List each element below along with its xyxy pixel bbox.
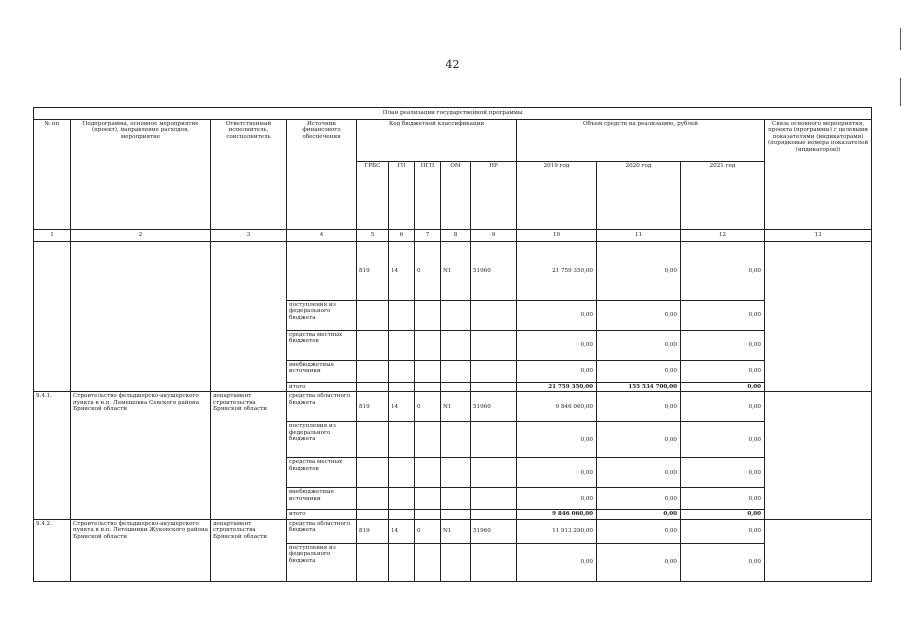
cell-2020: 0,00 <box>597 361 681 383</box>
cell-pgp <box>415 331 441 361</box>
cell-om <box>441 361 471 383</box>
cell-2021: 0,00 <box>681 458 765 488</box>
table-row <box>34 519 872 543</box>
column-number: 12 <box>681 230 765 242</box>
cell-grbs <box>357 383 389 392</box>
header-2021: 2021 год <box>681 162 765 230</box>
column-number: 13 <box>765 230 872 242</box>
cell-source: итого <box>287 383 357 392</box>
cell-link <box>765 242 872 392</box>
cell-2019: 21 759 350,00 <box>517 242 597 301</box>
cell-grbs <box>357 510 389 519</box>
column-number: 3 <box>211 230 287 242</box>
cell-2019: 0,00 <box>517 543 597 581</box>
cell-grbs <box>357 331 389 361</box>
cell-grbs: 819 <box>357 392 389 422</box>
cell-pgp <box>415 301 441 331</box>
cell-pgp <box>415 458 441 488</box>
cell-grbs <box>357 301 389 331</box>
cell-np <box>471 488 517 510</box>
cell-source: средства местных бюджетов <box>287 331 357 361</box>
cell-gp <box>389 543 415 581</box>
cell-gp <box>389 422 415 458</box>
cell-np <box>471 458 517 488</box>
cell-2021: 0,00 <box>681 543 765 581</box>
cell-source: поступления из федерального бюджета <box>287 301 357 331</box>
cell-2020: 0,00 <box>597 242 681 301</box>
scan-mark <box>900 28 901 50</box>
cell-grbs <box>357 361 389 383</box>
cell-np: 51960 <box>471 392 517 422</box>
column-number: 4 <box>287 230 357 242</box>
cell-executor <box>211 242 287 392</box>
cell-gp: 14 <box>389 392 415 422</box>
cell-np: 51960 <box>471 242 517 301</box>
header-link: Связь основного мероприятия, проекта (программы) с целевыми показателями (индикаторами) (порядковые номера показателей (индикаторов)) <box>765 120 872 230</box>
header-volume: Объем средств на реализацию, рублей <box>517 120 765 162</box>
column-number: 6 <box>389 230 415 242</box>
cell-num: 9.4.1. <box>34 392 71 519</box>
cell-2019: 0,00 <box>517 331 597 361</box>
cell-np <box>471 361 517 383</box>
cell-gp <box>389 488 415 510</box>
cell-2020: 0,00 <box>597 543 681 581</box>
cell-2020: 0,00 <box>597 392 681 422</box>
table-row <box>34 392 872 422</box>
cell-2020: 0,00 <box>597 519 681 543</box>
header-2020: 2020 год <box>597 162 681 230</box>
cell-2020: 0,00 <box>597 510 681 519</box>
cell-source: внебюджетные источники <box>287 488 357 510</box>
table-title-row <box>34 108 872 120</box>
header-om: ОМ <box>441 162 471 230</box>
cell-2019: 0,00 <box>517 458 597 488</box>
cell-om <box>441 488 471 510</box>
cell-grbs <box>357 422 389 458</box>
header-gp: ГП <box>389 162 415 230</box>
cell-pgp <box>415 361 441 383</box>
cell-gp <box>389 458 415 488</box>
cell-2021: 0,00 <box>681 392 765 422</box>
header-pgp: ПГП <box>415 162 441 230</box>
table-row <box>34 242 872 301</box>
cell-om <box>441 383 471 392</box>
cell-source <box>287 242 357 301</box>
column-number: 11 <box>597 230 681 242</box>
cell-2019: 0,00 <box>517 361 597 383</box>
cell-2019: 0,00 <box>517 422 597 458</box>
cell-grbs: 819 <box>357 519 389 543</box>
cell-2019: 21 759 350,00 <box>517 383 597 392</box>
cell-2021: 0,00 <box>681 488 765 510</box>
header-2019: 2019 год <box>517 162 597 230</box>
cell-2019: 9 846 060,00 <box>517 392 597 422</box>
header-executor: Ответственный исполнитель, соисполнитель <box>211 120 287 230</box>
cell-pgp: 0 <box>415 242 441 301</box>
cell-2021: 0,00 <box>681 242 765 301</box>
cell-2020: 0,00 <box>597 422 681 458</box>
cell-np <box>471 331 517 361</box>
cell-om <box>441 301 471 331</box>
cell-source: средства областного бюджета <box>287 519 357 543</box>
column-number: 1 <box>34 230 71 242</box>
column-number: 9 <box>471 230 517 242</box>
cell-gp <box>389 361 415 383</box>
column-number: 10 <box>517 230 597 242</box>
header-source: Источник финансового обеспечения <box>287 120 357 230</box>
cell-2021: 0,00 <box>681 510 765 519</box>
cell-om <box>441 422 471 458</box>
cell-pgp <box>415 510 441 519</box>
header-row <box>34 120 872 162</box>
cell-om: N1 <box>441 392 471 422</box>
column-number: 2 <box>71 230 211 242</box>
cell-gp: 14 <box>389 242 415 301</box>
cell-source: внебюджетные источники <box>287 361 357 383</box>
cell-grbs <box>357 488 389 510</box>
cell-num: 9.4.2. <box>34 519 71 581</box>
cell-grbs <box>357 458 389 488</box>
cell-np <box>471 383 517 392</box>
cell-2020: 0,00 <box>597 301 681 331</box>
page-number: 42 <box>445 58 460 71</box>
cell-pgp: 0 <box>415 519 441 543</box>
cell-pgp: 0 <box>415 392 441 422</box>
cell-grbs <box>357 543 389 581</box>
cell-source: средства областного бюджета <box>287 392 357 422</box>
cell-pgp <box>415 543 441 581</box>
cell-grbs: 819 <box>357 242 389 301</box>
cell-link <box>765 392 872 519</box>
column-number: 7 <box>415 230 441 242</box>
cell-np <box>471 543 517 581</box>
cell-np <box>471 301 517 331</box>
cell-om <box>441 331 471 361</box>
cell-2019: 11 913 290,00 <box>517 519 597 543</box>
cell-source: средства местных бюджетов <box>287 458 357 488</box>
column-number: 5 <box>357 230 389 242</box>
cell-2020: 0,00 <box>597 458 681 488</box>
header-grbs: ГРБС <box>357 162 389 230</box>
cell-gp: 14 <box>389 519 415 543</box>
cell-pgp <box>415 383 441 392</box>
cell-executor: департамент строительства Брянской области <box>211 519 287 581</box>
cell-np <box>471 422 517 458</box>
column-number-row <box>34 230 872 242</box>
cell-2021: 0,00 <box>681 422 765 458</box>
cell-om: N1 <box>441 242 471 301</box>
cell-2021: 0,00 <box>681 519 765 543</box>
cell-np <box>471 510 517 519</box>
cell-subprogram: Строительство фельдшерско-акушерского пункта в н.п. Летошники Жуковского района Брянской области <box>71 519 211 581</box>
header-np: НР <box>471 162 517 230</box>
cell-num <box>34 242 71 392</box>
column-number: 8 <box>441 230 471 242</box>
header-subprogram: Подпрограмма, основное мероприятие (проект), направление расходов, мероприятие <box>71 120 211 230</box>
cell-np: 51960 <box>471 519 517 543</box>
cell-gp <box>389 301 415 331</box>
cell-2020: 0,00 <box>597 331 681 361</box>
cell-2021: 0,00 <box>681 361 765 383</box>
cell-2021: 0,00 <box>681 331 765 361</box>
cell-subprogram: Строительство фельдшерско-акушерского пункта в н.п. Лемешовка Севского района Брянской области <box>71 392 211 519</box>
cell-2019: 9 846 060,00 <box>517 510 597 519</box>
cell-source: поступления из федерального бюджета <box>287 422 357 458</box>
cell-link <box>765 519 872 581</box>
cell-subprogram <box>71 242 211 392</box>
cell-2021: 0,00 <box>681 383 765 392</box>
cell-source: итого <box>287 510 357 519</box>
program-plan-table <box>33 107 872 582</box>
cell-om: N1 <box>441 519 471 543</box>
cell-executor: департамент строительства Брянской области <box>211 392 287 519</box>
cell-gp <box>389 383 415 392</box>
cell-om <box>441 510 471 519</box>
header-num: № пп <box>34 120 71 230</box>
cell-gp <box>389 331 415 361</box>
cell-pgp <box>415 422 441 458</box>
cell-gp <box>389 510 415 519</box>
cell-2019: 0,00 <box>517 488 597 510</box>
cell-2020: 0,00 <box>597 488 681 510</box>
cell-2019: 0,00 <box>517 301 597 331</box>
header-budget-code: Код бюджетной классификации <box>357 120 517 162</box>
cell-source: поступления из федерального бюджета <box>287 543 357 581</box>
cell-2021: 0,00 <box>681 301 765 331</box>
table-title: План реализации государственной программы <box>34 108 872 120</box>
cell-om <box>441 458 471 488</box>
cell-pgp <box>415 488 441 510</box>
scan-mark <box>900 78 901 106</box>
cell-2020: 155 534 700,00 <box>597 383 681 392</box>
cell-om <box>441 543 471 581</box>
